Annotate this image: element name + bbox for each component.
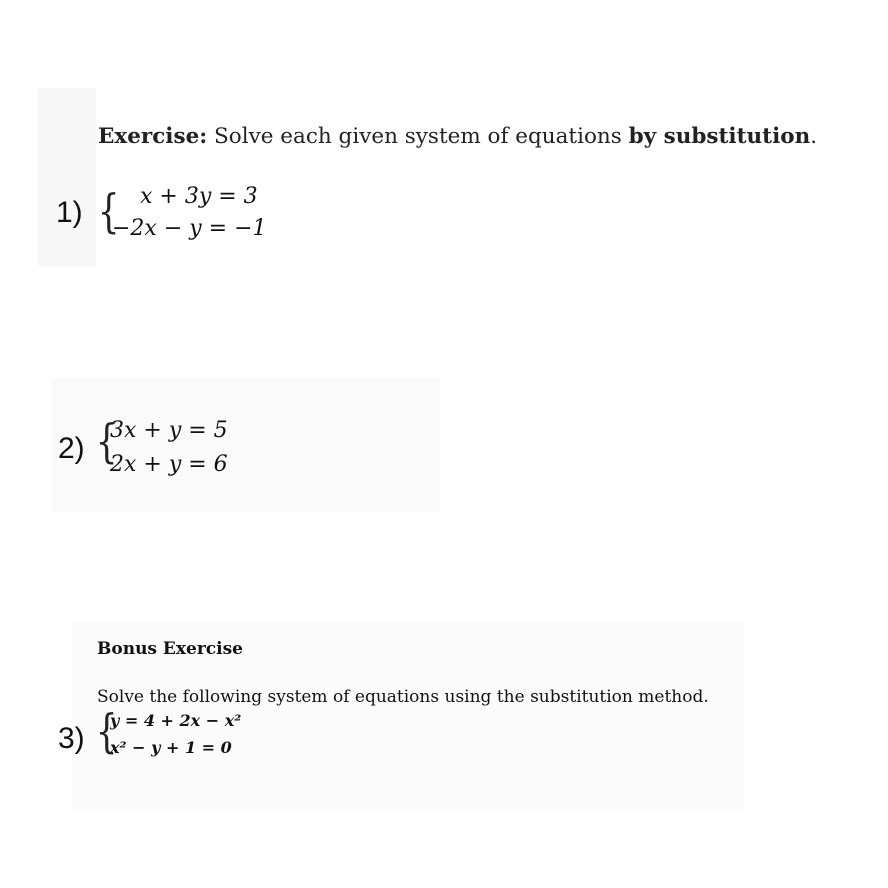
exercise-heading xyxy=(98,124,817,149)
problem-1-brace: { xyxy=(97,184,120,238)
exercise-emphasis: by substitution xyxy=(628,124,811,149)
problem-1-equation-2: −2x − y = −1 xyxy=(112,216,267,241)
problem-3-number: 3) xyxy=(58,722,85,755)
problem-1-equation-1: x + 3y = 3 xyxy=(140,184,258,209)
exercise-period: . xyxy=(810,124,818,149)
problem-2-equation-2: 2x + y = 6 xyxy=(110,452,228,477)
bonus-instruction: Solve the following system of equations using the substitution method. xyxy=(97,687,709,707)
exercise-label: Exercise: xyxy=(98,124,208,149)
problem-1-backdrop xyxy=(38,88,96,266)
problem-3-equation-2: x² − y + 1 = 0 xyxy=(110,738,232,757)
exercise-instruction: Solve each given system of equations xyxy=(207,124,629,149)
problem-2-brace: { xyxy=(95,414,118,468)
bonus-title: Bonus Exercise xyxy=(97,639,243,659)
problem-3-equation-1: y = 4 + 2x − x² xyxy=(110,711,242,730)
problem-2-number: 2) xyxy=(58,432,85,465)
problem-2-equation-1: 3x + y = 5 xyxy=(110,418,228,443)
problem-3-brace: { xyxy=(95,704,118,758)
problem-1-number: 1) xyxy=(56,196,83,229)
